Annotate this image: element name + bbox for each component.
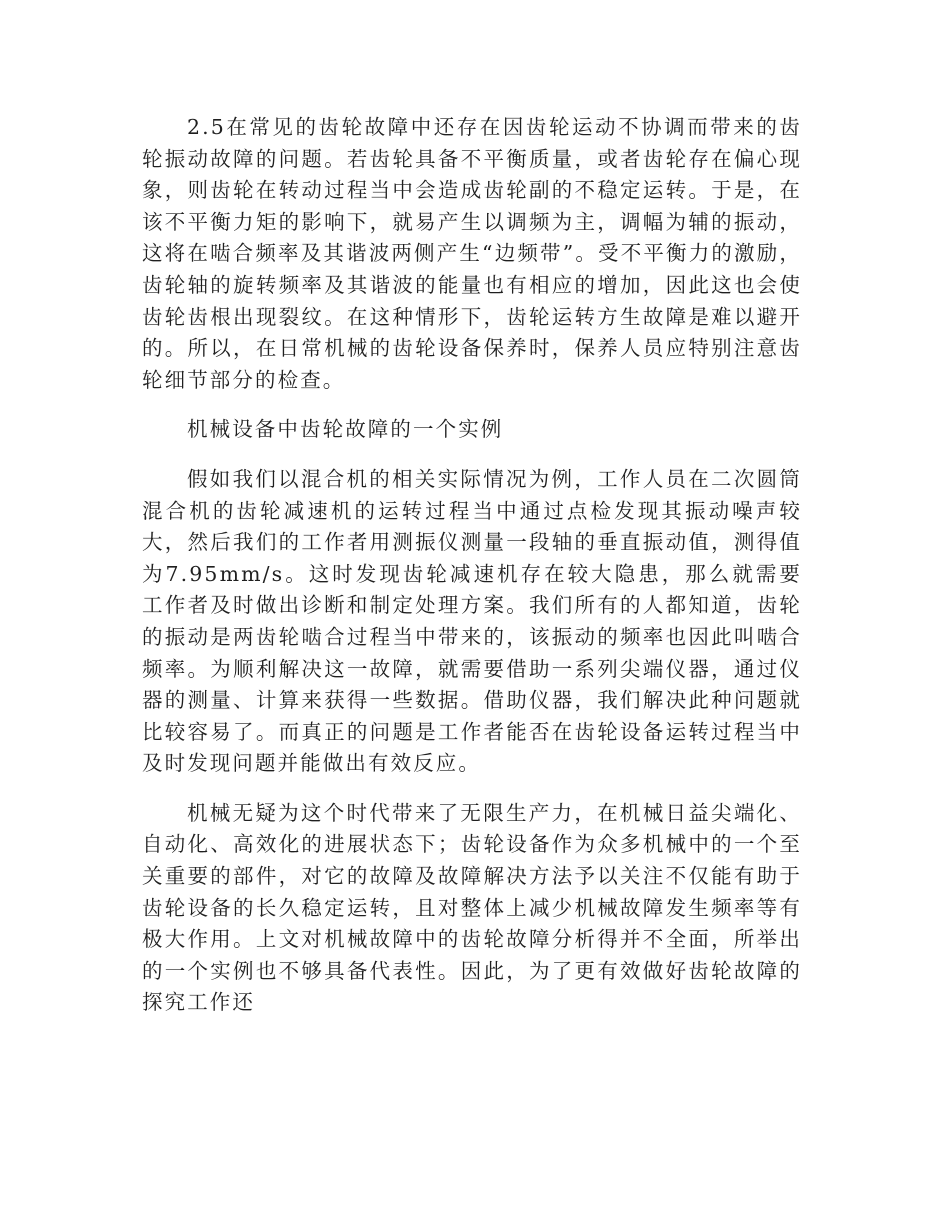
document-body: [142, 112, 802, 1019]
paragraph-gear-imbalance: 2.5在常见的齿轮故障中还存在因齿轮运动不协调而带来的齿轮振动故障的问题。若齿轮具备不平衡质量，或者齿轮存在偏心现象，则齿轮在转动过程当中会造成齿轮副的不稳定运转。于是，在该不平衡力矩的影响下，就易产生以调频为主，调幅为辅的振动，这将在啮合频率及其谐波两侧产生“边频带”。受不平衡力的激励，齿轮轴的旋转频率及其谐波的能量也有相应的增加，因此这也会使齿轮齿根出现裂纹。在这种情形下，齿轮运转方生故障是难以避开的。所以，在日常机械的齿轮设备保养时，保养人员应特别注意齿轮细节部分的检查。: [142, 115, 802, 392]
paragraph-example: 假如我们以混合机的相关实际情况为例，工作人员在二次圆筒混合机的齿轮减速机的运转过程当中通过点检发现其振动噪声较大，然后我们的工作者用测振仪测量一段轴的垂直振动值，测得值为7.95mm/s。这时发现齿轮减速机存在较大隐患，那么就需要工作者及时做出诊断和制定处理方案。我们所有的人都知道，齿轮的振动是两齿轮啮合过程当中带来的，该振动的频率也因此叫啮合频率。为顺利解决这一故障，就需要借助一系列尖端仪器，通过仪器的测量、计算来获得一些数据。借助仪器，我们解决此种问题就比较容易了。而真正的问题是工作者能否在齿轮设备运转过程当中及时发现问题并能做出有效反应。: [142, 466, 802, 776]
paragraph-conclusion: 机械无疑为这个时代带来了无限生产力，在机械日益尖端化、自动化、高效化的进展状态下；齿轮设备作为众多机械中的一个至关重要的部件，对它的故障及故障解决方法予以关注不仅能有助于齿轮设备的长久稳定运转，且对整体上减少机械故障发生频率等有极大作用。上文对机械故障中的齿轮故障分析得并不全面，所举出的一个实例也不够具备代表性。因此，为了更有效做好齿轮故障的探究工作还: [142, 800, 802, 1015]
section-heading: 机械设备中齿轮故障的一个实例: [187, 417, 504, 442]
